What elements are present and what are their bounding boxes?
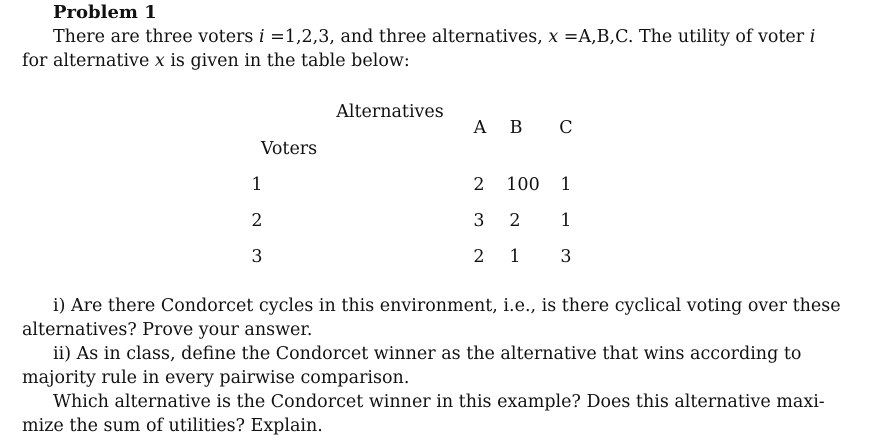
question-3-line-1: Which alternative is the Condorcet winner in this example? Does this alternative maxi- xyxy=(53,392,825,412)
voters-header: Voters xyxy=(260,139,318,159)
voter-label: 3 xyxy=(251,247,263,267)
column-header-b: B xyxy=(509,118,523,138)
question-3-line-2: mize the sum of utilities? Explain. xyxy=(22,416,323,436)
variable-i: i xyxy=(809,27,816,47)
utility-value: 2 xyxy=(473,247,485,267)
question-2-line-2: majority rule in every pairwise comparison. xyxy=(22,368,410,388)
utility-value: 1 xyxy=(560,211,572,231)
question-1-line-2: alternatives? Prove your answer. xyxy=(22,320,313,340)
variable-x: x xyxy=(548,27,559,47)
question-1-line-1: i) Are there Condorcet cycles in this environment, i.e., is there cyclical voting over these xyxy=(53,296,841,316)
utility-value: 2 xyxy=(509,211,521,231)
alternatives-header: Alternatives xyxy=(336,102,444,122)
column-header-a: A xyxy=(473,118,487,138)
utility-value: 3 xyxy=(473,211,485,231)
intro-text: for alternative xyxy=(22,51,155,71)
intro-text: There are three voters xyxy=(53,27,259,47)
utility-value: 3 xyxy=(560,247,572,267)
intro-text: is given in the table below: xyxy=(164,51,410,71)
voter-label: 1 xyxy=(251,175,263,195)
utility-value: 100 xyxy=(506,175,540,195)
column-header-c: C xyxy=(559,118,573,138)
utility-value: 1 xyxy=(509,247,521,267)
question-2-line-1: ii) As in class, define the Condorcet winner as the alternative that wins according to xyxy=(53,344,802,364)
problem-title: Problem 1 xyxy=(53,2,157,23)
intro-text: =1,2,3, and three alternatives, xyxy=(264,27,549,47)
voter-label: 2 xyxy=(251,211,263,231)
intro-line-1 xyxy=(53,29,815,47)
utility-value: 2 xyxy=(473,175,485,195)
variable-i: i xyxy=(258,27,265,47)
intro-line-2 xyxy=(22,53,410,71)
intro-text: =A,B,C. The utility of voter xyxy=(558,27,810,47)
variable-x: x xyxy=(154,51,165,71)
utility-value: 1 xyxy=(560,175,572,195)
